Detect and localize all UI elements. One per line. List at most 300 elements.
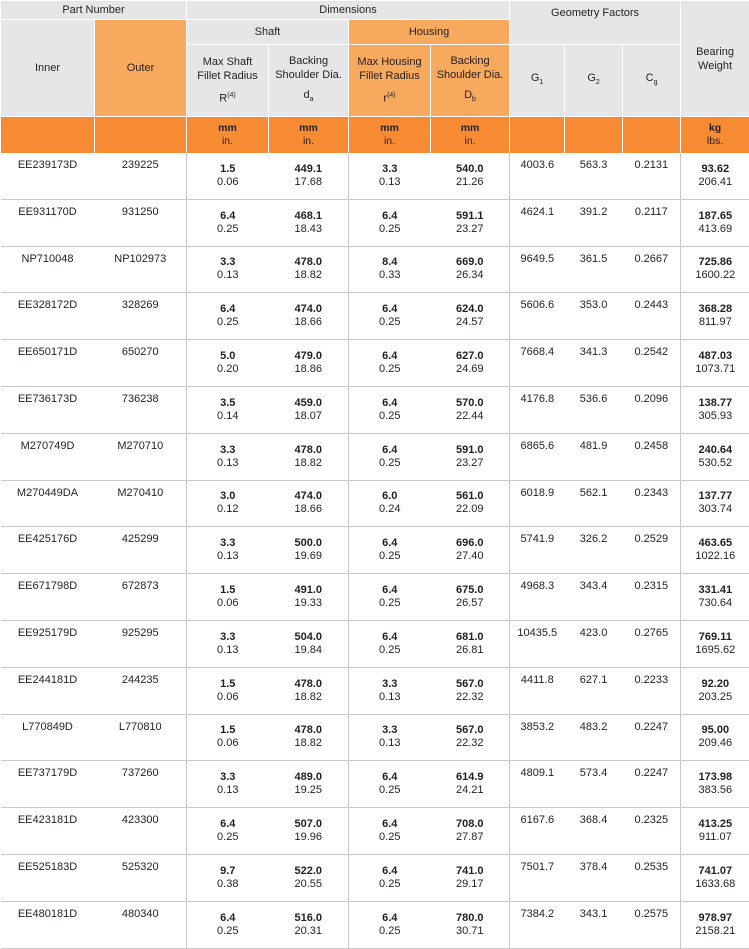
cell-R xyxy=(187,480,269,527)
sym-da-text: d xyxy=(304,89,310,101)
cell-weight xyxy=(681,433,749,480)
cell-inner: EE925179D xyxy=(1,620,95,667)
value-secondary: 26.57 xyxy=(431,597,510,610)
cell-g2: 481.9 xyxy=(565,433,623,480)
table-row xyxy=(1,153,749,199)
cell-g2: 391.2 xyxy=(565,199,623,246)
cell-Db xyxy=(431,293,510,340)
cell-R xyxy=(187,153,269,199)
value-secondary: 0.25 xyxy=(349,410,431,423)
value-secondary: 0.20 xyxy=(187,363,269,376)
cell-outer: 239225 xyxy=(95,153,187,199)
g2-text: G xyxy=(587,72,596,84)
table-row xyxy=(1,527,749,574)
cell-inner: NP710048 xyxy=(1,246,95,293)
max-shaft-fillet-radius-header xyxy=(187,45,269,117)
value-primary: 1.5 xyxy=(187,584,269,597)
value-primary: 1.5 xyxy=(187,724,269,737)
g1-sub: 1 xyxy=(539,79,543,86)
value-primary: 6.4 xyxy=(349,912,431,925)
table-row xyxy=(1,574,749,621)
cell-g1: 10435.5 xyxy=(510,620,565,667)
table-row xyxy=(1,246,749,293)
value-secondary: 2158.21 xyxy=(681,925,749,938)
cell-g2: 562.1 xyxy=(565,480,623,527)
value-primary: 491.0 xyxy=(269,584,349,597)
value-secondary: 24.69 xyxy=(431,363,510,376)
value-primary: 516.0 xyxy=(269,912,349,925)
table-row xyxy=(1,808,749,855)
cell-cg: 0.2117 xyxy=(623,199,681,246)
value-primary: 6.4 xyxy=(349,350,431,363)
value-primary: 627.0 xyxy=(431,350,510,363)
value-secondary: 209.46 xyxy=(681,737,749,750)
value-primary: 331.41 xyxy=(681,584,749,597)
value-secondary: 0.13 xyxy=(187,784,269,797)
value-primary: 504.0 xyxy=(269,631,349,644)
value-primary: 769.11 xyxy=(681,631,749,644)
unit-in: in. xyxy=(384,135,395,147)
cell-g2: 627.1 xyxy=(565,667,623,714)
table-row xyxy=(1,667,749,714)
value-secondary: 18.86 xyxy=(269,363,349,376)
units-outer xyxy=(95,117,187,154)
value-secondary: 0.25 xyxy=(349,925,431,938)
cell-Db xyxy=(431,808,510,855)
cell-R xyxy=(187,527,269,574)
value-primary: 138.77 xyxy=(681,397,749,410)
value-secondary: 0.25 xyxy=(349,457,431,470)
value-primary: 1.5 xyxy=(187,678,269,691)
value-secondary: 18.82 xyxy=(269,457,349,470)
cell-r xyxy=(349,620,431,667)
value-primary: 6.4 xyxy=(187,303,269,316)
value-primary: 1.5 xyxy=(187,163,269,176)
value-primary: 95.00 xyxy=(681,724,749,737)
outer-header: Outer xyxy=(95,20,187,117)
value-secondary: 1600.22 xyxy=(681,269,749,282)
value-primary: 675.0 xyxy=(431,584,510,597)
value-secondary: 17.68 xyxy=(269,176,349,189)
cell-weight xyxy=(681,386,749,433)
cell-r xyxy=(349,527,431,574)
value-secondary: 0.06 xyxy=(187,176,269,189)
value-secondary: 0.38 xyxy=(187,878,269,891)
cell-r xyxy=(349,667,431,714)
cell-da xyxy=(269,340,349,387)
cell-da xyxy=(269,246,349,293)
value-secondary: 18.82 xyxy=(269,269,349,282)
value-secondary: 1022.16 xyxy=(681,550,749,563)
cell-outer: 423300 xyxy=(95,808,187,855)
value-primary: 708.0 xyxy=(431,818,510,831)
value-primary: 478.0 xyxy=(269,724,349,737)
cell-r xyxy=(349,480,431,527)
value-primary: 696.0 xyxy=(431,537,510,550)
cg-text: C xyxy=(646,72,654,84)
cell-Db xyxy=(431,667,510,714)
inner-header: Inner xyxy=(1,20,95,117)
cell-da xyxy=(269,574,349,621)
symbol-Db xyxy=(431,88,509,107)
table-row xyxy=(1,854,749,901)
value-secondary: 0.25 xyxy=(349,363,431,376)
units-r xyxy=(349,117,431,154)
value-primary: 6.4 xyxy=(349,397,431,410)
part-number-header: Part Number xyxy=(1,1,187,20)
cell-g1: 7384.2 xyxy=(510,901,565,948)
value-primary: 522.0 xyxy=(269,865,349,878)
cell-da xyxy=(269,386,349,433)
value-primary: 741.0 xyxy=(431,865,510,878)
units-cg xyxy=(623,117,681,154)
value-secondary: 303.74 xyxy=(681,503,749,516)
cg-header xyxy=(623,45,681,117)
unit-in: in. xyxy=(464,135,475,147)
value-secondary: 0.25 xyxy=(187,831,269,844)
value-primary: 3.3 xyxy=(187,771,269,784)
cell-Db xyxy=(431,153,510,199)
unit-kg: kg xyxy=(709,122,721,134)
units-da xyxy=(269,117,349,154)
value-secondary: 18.66 xyxy=(269,316,349,329)
cell-outer: 425299 xyxy=(95,527,187,574)
cell-R xyxy=(187,386,269,433)
cell-R xyxy=(187,293,269,340)
cell-cg: 0.2542 xyxy=(623,340,681,387)
value-secondary: 22.32 xyxy=(431,691,510,704)
value-primary: 500.0 xyxy=(269,537,349,550)
cell-R xyxy=(187,854,269,901)
housing-header: Housing xyxy=(349,20,510,45)
cell-R xyxy=(187,808,269,855)
cell-g1: 4809.1 xyxy=(510,761,565,808)
cell-r xyxy=(349,854,431,901)
unit-in: in. xyxy=(303,135,314,147)
cell-r xyxy=(349,808,431,855)
value-secondary: 1633.68 xyxy=(681,878,749,891)
cell-inner: EE737179D xyxy=(1,761,95,808)
cell-weight xyxy=(681,246,749,293)
table-row xyxy=(1,714,749,761)
value-secondary: 20.31 xyxy=(269,925,349,938)
value-secondary: 22.44 xyxy=(431,410,510,423)
value-primary: 3.3 xyxy=(349,678,431,691)
value-secondary: 0.25 xyxy=(349,784,431,797)
value-primary: 780.0 xyxy=(431,912,510,925)
value-primary: 413.25 xyxy=(681,818,749,831)
cell-Db xyxy=(431,620,510,667)
value-primary: 368.28 xyxy=(681,303,749,316)
cell-R xyxy=(187,714,269,761)
value-secondary: 18.66 xyxy=(269,503,349,516)
unit-lbs: lbs. xyxy=(707,135,723,147)
table-row xyxy=(1,620,749,667)
cell-weight xyxy=(681,340,749,387)
cell-cg: 0.2247 xyxy=(623,761,681,808)
value-primary: 474.0 xyxy=(269,303,349,316)
cell-g2: 353.0 xyxy=(565,293,623,340)
cell-outer: 925295 xyxy=(95,620,187,667)
value-secondary: 29.17 xyxy=(431,878,510,891)
value-primary: 6.4 xyxy=(187,210,269,223)
value-primary: 8.4 xyxy=(349,256,431,269)
cell-g2: 536.6 xyxy=(565,386,623,433)
cell-cg: 0.2247 xyxy=(623,714,681,761)
shaft-backing-shoulder-label: Backing Shoulder Dia. xyxy=(274,54,344,82)
value-secondary: 206.41 xyxy=(681,176,749,189)
shaft-backing-shoulder-header xyxy=(269,45,349,117)
cell-R xyxy=(187,433,269,480)
cell-inner: EE328172D xyxy=(1,293,95,340)
value-primary: 3.3 xyxy=(187,537,269,550)
value-primary: 591.1 xyxy=(431,210,510,223)
cell-Db xyxy=(431,340,510,387)
cell-inner: EE671798D xyxy=(1,574,95,621)
value-primary: 567.0 xyxy=(431,678,510,691)
cell-outer: 244235 xyxy=(95,667,187,714)
cell-cg: 0.2443 xyxy=(623,293,681,340)
value-primary: 449.1 xyxy=(269,163,349,176)
cell-cg: 0.2529 xyxy=(623,527,681,574)
cell-weight xyxy=(681,901,749,948)
cell-inner: EE525183D xyxy=(1,854,95,901)
cell-outer: 931250 xyxy=(95,199,187,246)
value-secondary: 19.84 xyxy=(269,644,349,657)
cell-da xyxy=(269,153,349,199)
value-secondary: 18.07 xyxy=(269,410,349,423)
value-secondary: 0.06 xyxy=(187,691,269,704)
shaft-header: Shaft xyxy=(187,20,349,45)
cell-g1: 6018.9 xyxy=(510,480,565,527)
cell-g2: 361.5 xyxy=(565,246,623,293)
cell-da xyxy=(269,293,349,340)
value-secondary: 30.71 xyxy=(431,925,510,938)
g2-header xyxy=(565,45,623,117)
value-primary: 3.3 xyxy=(349,163,431,176)
value-secondary: 24.21 xyxy=(431,784,510,797)
value-secondary: 0.25 xyxy=(349,550,431,563)
unit-mm: mm xyxy=(299,122,318,134)
value-secondary: 0.25 xyxy=(349,878,431,891)
cell-inner: EE425176D xyxy=(1,527,95,574)
cell-R xyxy=(187,901,269,948)
value-primary: 624.0 xyxy=(431,303,510,316)
cell-R xyxy=(187,667,269,714)
value-primary: 489.0 xyxy=(269,771,349,784)
cell-outer: M270710 xyxy=(95,433,187,480)
value-primary: 6.4 xyxy=(349,584,431,597)
value-secondary: 0.06 xyxy=(187,597,269,610)
cell-outer: 736238 xyxy=(95,386,187,433)
value-secondary: 1073.71 xyxy=(681,363,749,376)
cell-da xyxy=(269,667,349,714)
table-row xyxy=(1,199,749,246)
cell-Db xyxy=(431,246,510,293)
value-secondary: 24.57 xyxy=(431,316,510,329)
value-primary: 591.0 xyxy=(431,444,510,457)
cell-cg: 0.2343 xyxy=(623,480,681,527)
cell-R xyxy=(187,199,269,246)
cell-r xyxy=(349,901,431,948)
sym-r-text: r xyxy=(383,93,387,105)
value-primary: 137.77 xyxy=(681,490,749,503)
value-secondary: 0.25 xyxy=(349,597,431,610)
value-secondary: 19.69 xyxy=(269,550,349,563)
units-g1 xyxy=(510,117,565,154)
cell-g2: 341.3 xyxy=(565,340,623,387)
table-row xyxy=(1,293,749,340)
value-primary: 741.07 xyxy=(681,865,749,878)
value-secondary: 730.64 xyxy=(681,597,749,610)
value-secondary: 26.34 xyxy=(431,269,510,282)
cell-g1: 7501.7 xyxy=(510,854,565,901)
value-secondary: 413.69 xyxy=(681,223,749,236)
cell-R xyxy=(187,761,269,808)
value-secondary: 1695.62 xyxy=(681,644,749,657)
cell-R xyxy=(187,246,269,293)
value-primary: 681.0 xyxy=(431,631,510,644)
cell-outer: NP102973 xyxy=(95,246,187,293)
cell-r xyxy=(349,153,431,199)
table-row xyxy=(1,480,749,527)
value-primary: 978.97 xyxy=(681,912,749,925)
cell-cg: 0.2575 xyxy=(623,901,681,948)
table-row xyxy=(1,340,749,387)
cell-R xyxy=(187,574,269,621)
value-secondary: 0.13 xyxy=(187,644,269,657)
value-primary: 240.64 xyxy=(681,444,749,457)
value-primary: 6.4 xyxy=(349,631,431,644)
max-housing-fillet-radius-header xyxy=(349,45,431,117)
cell-g2: 326.2 xyxy=(565,527,623,574)
units-inner xyxy=(1,117,95,154)
value-primary: 478.0 xyxy=(269,678,349,691)
cell-R xyxy=(187,620,269,667)
value-primary: 6.4 xyxy=(349,865,431,878)
cell-weight xyxy=(681,527,749,574)
cell-inner: EE423181D xyxy=(1,808,95,855)
symbol-R xyxy=(187,89,268,106)
cell-g2: 423.0 xyxy=(565,620,623,667)
cell-cg: 0.2325 xyxy=(623,808,681,855)
cell-r xyxy=(349,386,431,433)
bearing-weight-label: Bearing Weight xyxy=(690,45,740,73)
cell-weight xyxy=(681,293,749,340)
cell-weight xyxy=(681,761,749,808)
g1-text: G xyxy=(531,72,540,84)
cell-r xyxy=(349,340,431,387)
value-secondary: 0.25 xyxy=(349,223,431,236)
value-primary: 3.0 xyxy=(187,490,269,503)
cell-da xyxy=(269,480,349,527)
units-weight xyxy=(681,117,749,154)
cell-da xyxy=(269,854,349,901)
sym-Db-text: D xyxy=(464,89,472,101)
value-secondary: 19.25 xyxy=(269,784,349,797)
table-row xyxy=(1,761,749,808)
value-secondary: 0.25 xyxy=(187,925,269,938)
value-primary: 478.0 xyxy=(269,256,349,269)
cell-da xyxy=(269,620,349,667)
value-secondary: 0.24 xyxy=(349,503,431,516)
sym-Db-sub: b xyxy=(472,96,476,103)
value-secondary: 0.13 xyxy=(349,691,431,704)
cell-inner: EE239173D xyxy=(1,153,95,199)
value-secondary: 0.33 xyxy=(349,269,431,282)
value-primary: 6.4 xyxy=(349,303,431,316)
cell-g2: 573.4 xyxy=(565,761,623,808)
cell-weight xyxy=(681,480,749,527)
cell-g2: 343.1 xyxy=(565,901,623,948)
value-secondary: 0.13 xyxy=(187,550,269,563)
cell-Db xyxy=(431,761,510,808)
cell-cg: 0.2096 xyxy=(623,386,681,433)
cell-Db xyxy=(431,714,510,761)
cell-weight xyxy=(681,574,749,621)
unit-mm: mm xyxy=(218,122,237,134)
value-primary: 567.0 xyxy=(431,724,510,737)
cell-g1: 9649.5 xyxy=(510,246,565,293)
cell-outer: 737260 xyxy=(95,761,187,808)
value-secondary: 305.93 xyxy=(681,410,749,423)
units-row xyxy=(1,117,749,154)
symbol-da xyxy=(269,88,348,107)
cell-cg: 0.2458 xyxy=(623,433,681,480)
cell-inner: EE650171D xyxy=(1,340,95,387)
cell-g1: 4003.6 xyxy=(510,153,565,199)
value-secondary: 22.09 xyxy=(431,503,510,516)
cg-sub: g xyxy=(654,79,658,86)
value-secondary: 20.55 xyxy=(269,878,349,891)
cell-outer: 480340 xyxy=(95,901,187,948)
cell-g1: 5606.6 xyxy=(510,293,565,340)
value-secondary: 22.32 xyxy=(431,737,510,750)
value-primary: 6.4 xyxy=(187,818,269,831)
cell-weight xyxy=(681,854,749,901)
value-secondary: 0.25 xyxy=(349,644,431,657)
value-secondary: 0.25 xyxy=(187,316,269,329)
cell-g1: 4968.3 xyxy=(510,574,565,621)
value-secondary: 811.97 xyxy=(681,316,749,329)
cell-outer: 525320 xyxy=(95,854,187,901)
value-secondary: 383.56 xyxy=(681,784,749,797)
cell-r xyxy=(349,714,431,761)
cell-r xyxy=(349,433,431,480)
value-primary: 614.9 xyxy=(431,771,510,784)
cell-cg: 0.2535 xyxy=(623,854,681,901)
sym-r-sup: (4) xyxy=(387,92,396,99)
cell-Db xyxy=(431,433,510,480)
value-primary: 459.0 xyxy=(269,397,349,410)
value-secondary: 0.13 xyxy=(349,176,431,189)
cell-Db xyxy=(431,901,510,948)
value-primary: 479.0 xyxy=(269,350,349,363)
cell-g2: 563.3 xyxy=(565,153,623,199)
cell-da xyxy=(269,433,349,480)
unit-mm: mm xyxy=(461,122,480,134)
cell-Db xyxy=(431,386,510,433)
value-primary: 463.65 xyxy=(681,537,749,550)
cell-weight xyxy=(681,714,749,761)
value-secondary: 18.82 xyxy=(269,737,349,750)
cell-weight xyxy=(681,620,749,667)
value-secondary: 23.27 xyxy=(431,457,510,470)
cell-weight xyxy=(681,153,749,199)
value-secondary: 23.27 xyxy=(431,223,510,236)
value-primary: 3.3 xyxy=(187,256,269,269)
value-primary: 6.4 xyxy=(349,818,431,831)
